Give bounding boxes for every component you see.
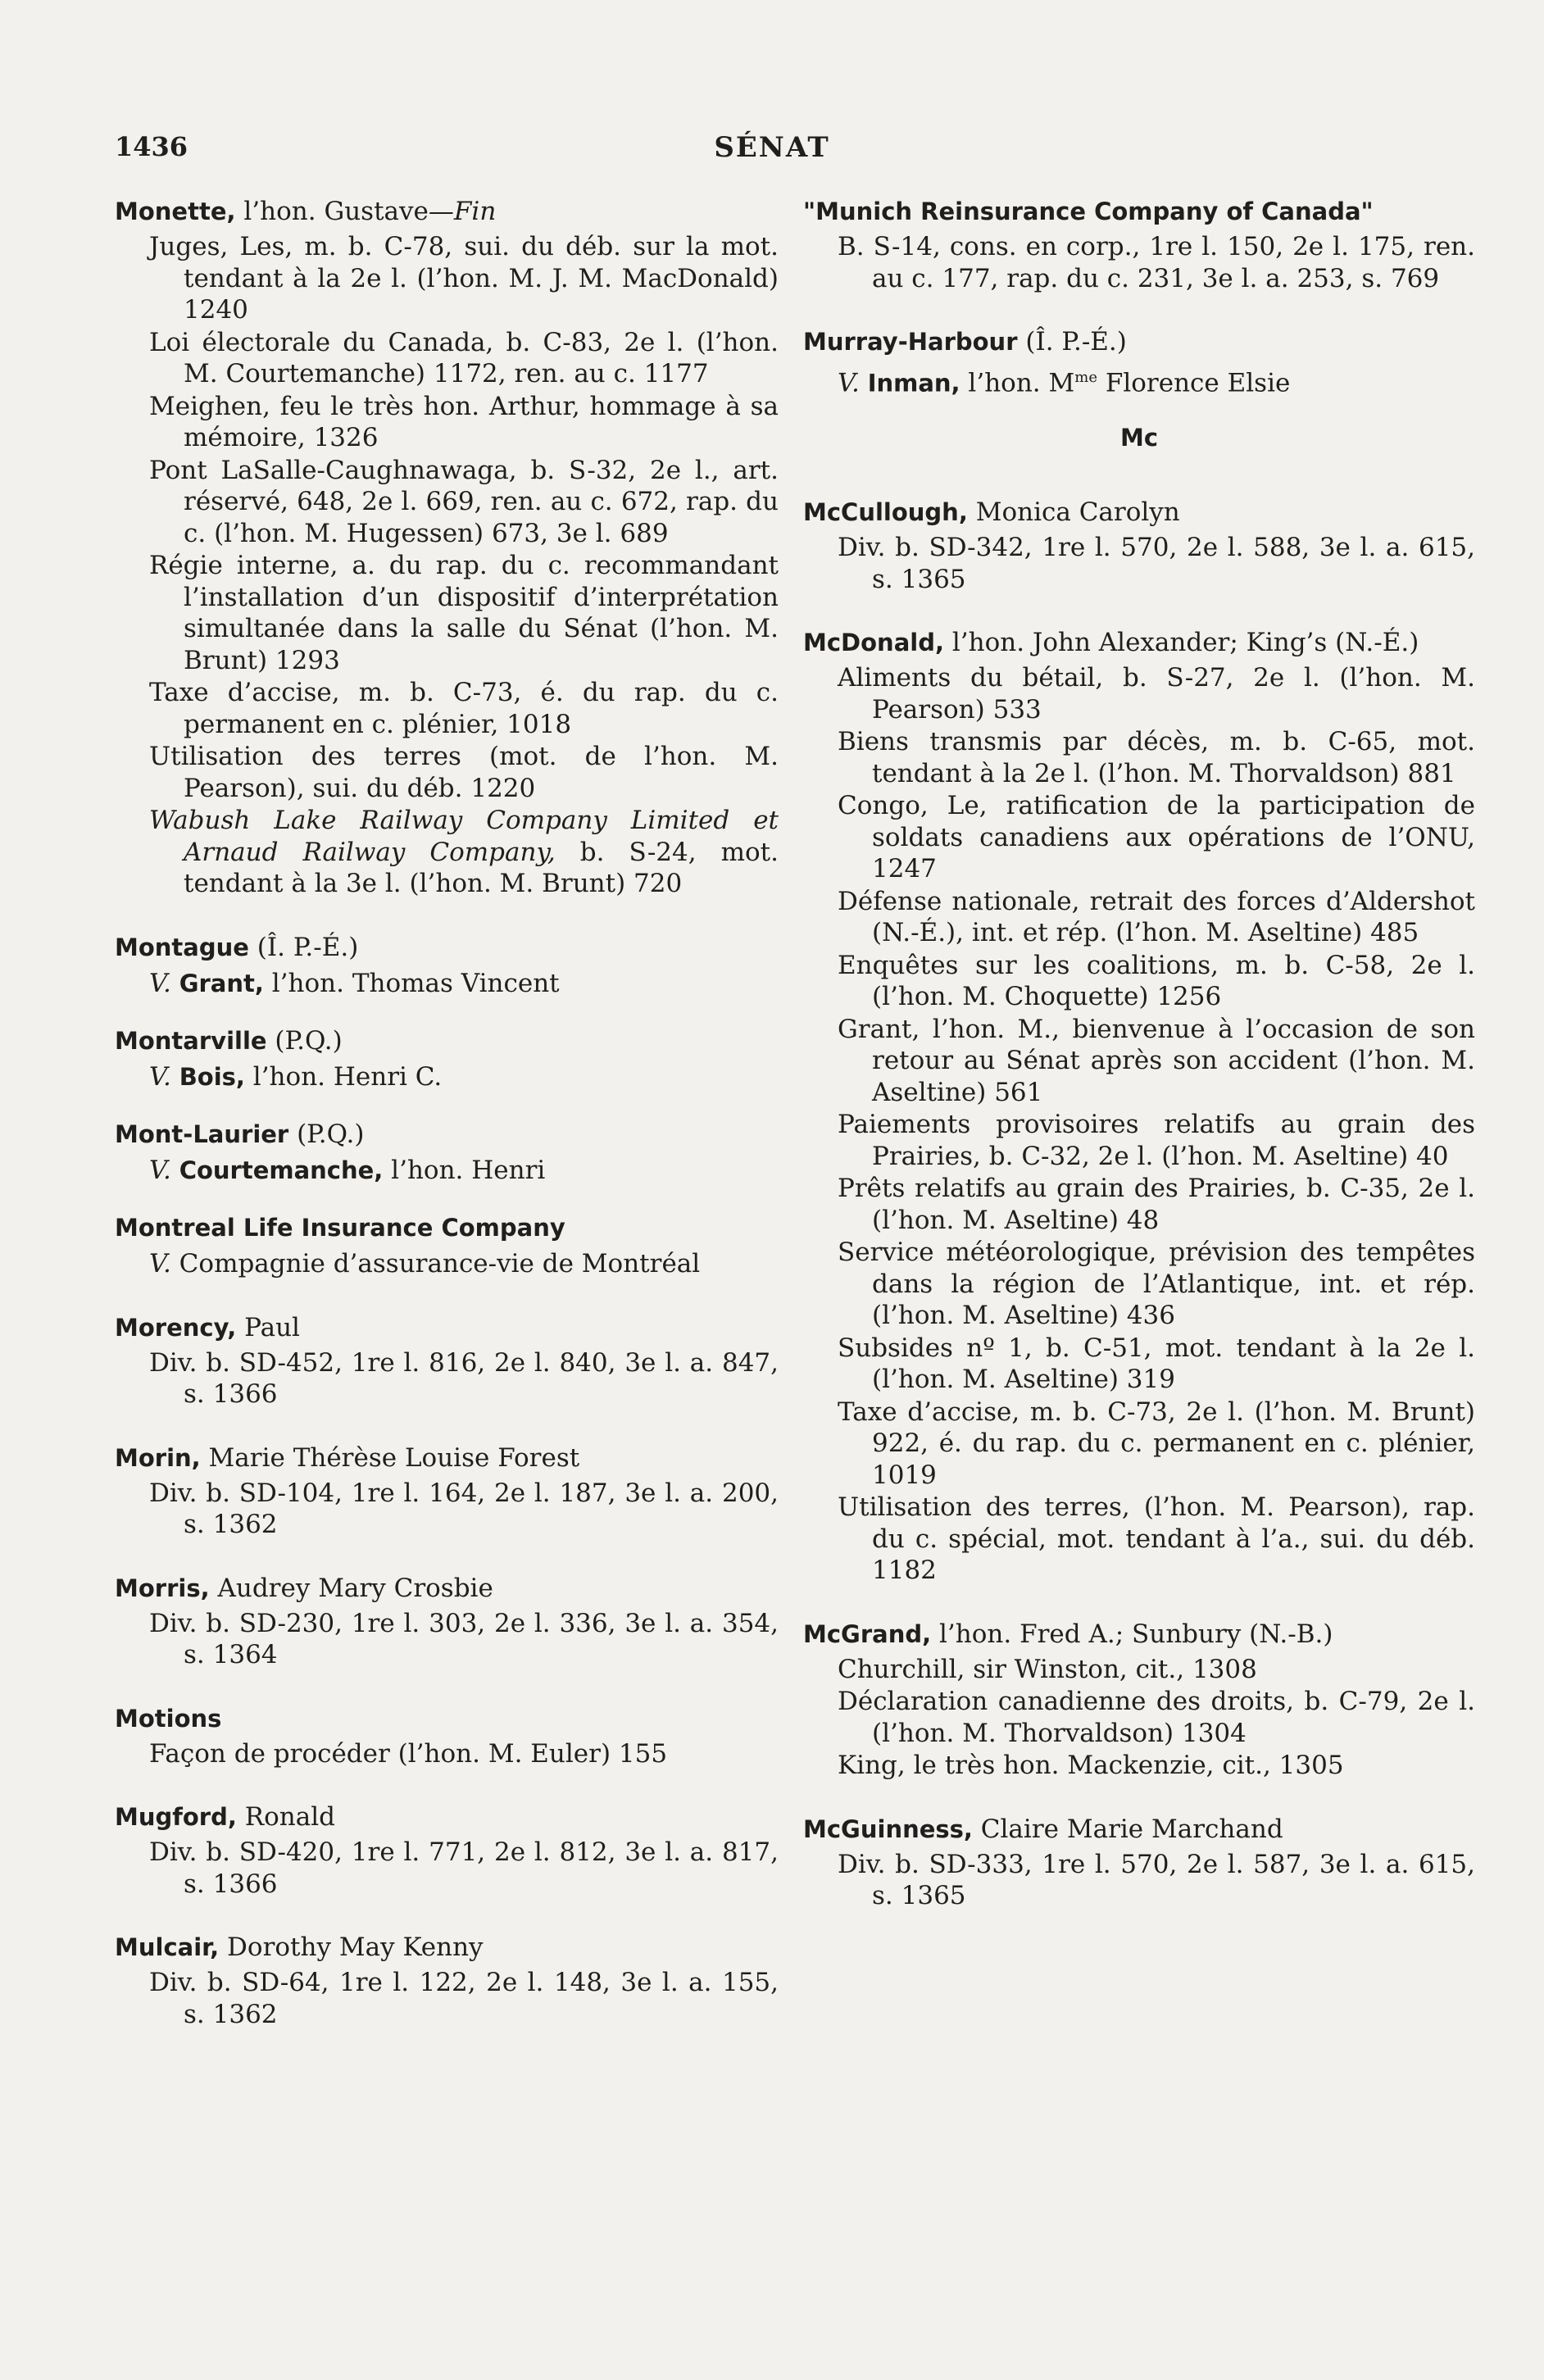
index-entry-murray-harbour — [803, 325, 1475, 399]
entry-heading — [115, 1211, 779, 1244]
see-rest-2: Florence Elsie — [1097, 368, 1291, 398]
left-column — [115, 195, 779, 2061]
subentry: Façon de procéder (l’hon. M. Euler) 155 — [149, 1738, 668, 1769]
subentry-italic-rest: b. S-24, mot. tendant à la 3e l. (l’hon. M. Brunt) 720 — [184, 837, 779, 898]
index-entry-mcguinness — [803, 1813, 1475, 1912]
entry-name: Monette, — [115, 198, 236, 225]
index-entry-morris — [115, 1572, 779, 1671]
subentry: Paiements provisoires relatifs au grain des Prairies, b. C-32, 2e l. (l’hon. M. Aseltine) 40 — [838, 1110, 1475, 1171]
subentry: Div. b. SD-452, 1re l. 816, 2e l. 840, 3e l. a. 847, s. 1366 — [149, 1347, 779, 1409]
entry-name-rest: Marie Thérèse Louise Forest — [200, 1442, 580, 1473]
see-name: Grant, — [179, 969, 264, 997]
entry-name: Mugford, — [115, 1803, 237, 1831]
page-title: SÉNAT — [714, 131, 830, 164]
section-heading-mc: Mc — [1119, 424, 1159, 452]
subentry: Juges, Les, m. b. C-78, sui. du déb. sur la mot. tendant à la 2e l. (l’hon. M. J. M. MacDonald) 1240 — [149, 232, 779, 325]
see-marker: V. — [149, 1061, 171, 1092]
entry-name: Mont-Laurier — [115, 1120, 289, 1148]
subentry: Prêts relatifs au grain des Prairies, b. C-35, 2e l. (l’hon. M. Aseltine) 48 — [838, 1174, 1475, 1235]
entry-name: Montreal Life Insurance Company — [115, 1213, 565, 1242]
entry-name-continuation: Fin — [453, 197, 497, 226]
entry-name: Morency, — [115, 1313, 237, 1342]
entry-name-rest: Monica Carolyn — [967, 497, 1180, 528]
index-entry-mcdonald — [803, 626, 1475, 1587]
subentry: Churchill, sir Winston, cit., 1308 — [838, 1654, 1257, 1684]
entry-name: "Munich Reinsurance Company of Canada" — [803, 198, 1374, 225]
see-superscript: me — [1074, 369, 1097, 386]
subentry: Congo, Le, ratification de la participation de soldats canadiens aux opérations de l’ONU, 1247 — [838, 791, 1475, 884]
subentry: Régie interne, a. du rap. du c. recommandant l’installation d’un dispositif d’interprétation simultanée dans la salle du Sénat (l’hon. M. Brunt) 1293 — [149, 551, 779, 675]
subentry-italic — [115, 805, 779, 900]
index-entry-mugford — [115, 1801, 779, 1900]
entry-name-rest: l’hon. John Alexander; King’s (N.-É.) — [943, 628, 1419, 658]
subentry: Div. b. SD-230, 1re l. 303, 2e l. 336, 3e l. a. 354, s. 1364 — [149, 1608, 779, 1669]
subentry: Utilisation des terres (mot. de l’hon. M. Pearson), sui. du déb. 1220 — [149, 742, 779, 803]
see-reference — [115, 1247, 779, 1280]
entry-heading — [115, 1442, 779, 1474]
see-rest: l’hon. Henri — [383, 1155, 546, 1185]
subentry: Div. b. SD-333, 1re l. 570, 2e l. 587, 3e l. a. 615, s. 1365 — [838, 1849, 1475, 1911]
entry-heading — [803, 496, 1475, 529]
entry-name-rest: Audrey Mary Crosbie — [209, 1573, 493, 1603]
entry-heading — [115, 1118, 779, 1151]
entry-name-rest: Dorothy May Kenny — [219, 1933, 484, 1962]
index-entry-morency — [115, 1311, 779, 1410]
see-reference — [115, 1061, 779, 1093]
entry-heading — [115, 931, 779, 964]
entry-name: McDonald, — [803, 629, 944, 657]
entry-heading — [115, 1931, 779, 1964]
see-rest: l’hon. Henri C. — [244, 1061, 443, 1092]
see-reference — [115, 967, 779, 1000]
subentry: Taxe d’accise, m. b. C-73, 2e l. (l’hon. M. Brunt) 922, é. du rap. du c. permanent en c. plénier, 1019 — [838, 1397, 1475, 1490]
entry-name: Morin, — [115, 1443, 201, 1472]
entry-heading — [115, 195, 779, 228]
see-name: Courtemanche, — [179, 1156, 384, 1184]
entry-name: McCullough, — [803, 498, 968, 527]
entry-heading — [115, 1311, 779, 1344]
index-entry-montreal-life — [115, 1211, 779, 1280]
subentry: Meighen, feu le très hon. Arthur, hommage à sa mémoire, 1326 — [149, 391, 779, 452]
entry-heading — [803, 195, 1475, 228]
subentry: Service météorologique, prévision des tempêtes dans la région de l’Atlantique, int. et rép. (l’hon. M. Aseltine) 436 — [838, 1238, 1475, 1331]
entry-heading — [115, 1702, 779, 1735]
index-entry-mulcair — [115, 1931, 779, 2030]
subentry: Loi électorale du Canada, b. C-83, 2e l. (l’hon. M. Courtemanche) 1172, ren. au c. 1177 — [149, 327, 779, 388]
entry-name: Montarville — [115, 1026, 267, 1055]
right-column — [803, 195, 1475, 1943]
entry-heading — [115, 1572, 779, 1605]
see-rest: Compagnie d’assurance-vie de Montréal — [170, 1248, 701, 1279]
entry-name: McGrand, — [803, 1619, 932, 1648]
entry-name-rest: (Î. P.-É.) — [248, 932, 359, 962]
entry-heading — [803, 1618, 1475, 1651]
subentry: Subsides nº 1, b. C-51, mot. tendant à la 2e l. (l’hon. M. Aseltine) 319 — [838, 1333, 1475, 1395]
index-entry-mccullough — [803, 496, 1475, 595]
page-number: 1436 — [115, 131, 188, 162]
entry-name: Mulcair, — [115, 1933, 220, 1961]
index-entry-montarville — [115, 1024, 779, 1093]
entry-name: Motions — [115, 1704, 222, 1733]
entry-name-rest: (P.Q.) — [266, 1025, 343, 1056]
entry-name: Morris, — [115, 1574, 210, 1602]
see-marker: V. — [149, 968, 171, 998]
subentry: Défense nationale, retrait des forces d’Aldershot (N.-É.), int. et rép. (l’hon. M. Aseltine) 485 — [838, 886, 1475, 948]
entry-name: Montague — [115, 933, 249, 961]
see-reference — [115, 1154, 779, 1187]
index-entry-morin — [115, 1442, 779, 1541]
subentry: King, le très hon. Mackenzie, cit., 1305 — [838, 1751, 1344, 1781]
subentry: Déclaration canadienne des droits, b. C-79, 2e l. (l’hon. M. Thorvaldson) 1304 — [838, 1687, 1475, 1748]
entry-name-rest: Claire Marie Marchand — [972, 1814, 1283, 1844]
entry-heading — [803, 325, 1475, 358]
see-name: Bois, — [179, 1062, 245, 1091]
index-entry-mcgrand — [803, 1618, 1475, 1782]
entry-heading — [115, 1801, 779, 1833]
see-marker: V. — [149, 1248, 171, 1279]
entry-name: Murray-Harbour — [803, 328, 1018, 356]
see-rest: l’hon. Thomas Vincent — [263, 968, 560, 998]
subentry: Div. b. SD-64, 1re l. 122, 2e l. 148, 3e l. a. 155, s. 1362 — [149, 1968, 779, 2029]
index-entry-monette — [115, 195, 779, 900]
entry-name-rest: (Î. P.-É.) — [1017, 327, 1127, 357]
entry-heading — [803, 626, 1475, 659]
entry-heading — [803, 1813, 1475, 1846]
see-rest: l’hon. M — [960, 368, 1075, 398]
subentry: Div. b. SD-104, 1re l. 164, 2e l. 187, 3e l. a. 200, s. 1362 — [149, 1478, 779, 1539]
entry-name-rest: l’hon. Gustave— — [235, 197, 454, 226]
see-marker: V. — [149, 1155, 171, 1185]
subentry: B. S-14, cons. en corp., 1re l. 150, 2e l. 175, ren. au c. 177, rap. du c. 231, 3e l. a. 253, s. 769 — [838, 232, 1475, 293]
index-entry-motions — [115, 1702, 779, 1770]
subentry: Div. b. SD-342, 1re l. 570, 2e l. 588, 3e l. a. 615, s. 1365 — [838, 533, 1475, 594]
subentry: Pont LaSalle-Caughnawaga, b. S-32, 2e l., art. réservé, 648, 2e l. 669, ren. au c. 672, rap. du c. (l’hon. M. Hugessen) 673, 3e l. 689 — [149, 455, 779, 548]
subentry: Taxe d’accise, m. b. C-73, é. du rap. du c. permanent en c. plénier, 1018 — [149, 678, 779, 739]
entry-name: McGuinness, — [803, 1815, 973, 1843]
see-marker: V. — [838, 368, 860, 398]
index-entry-munich — [803, 195, 1475, 294]
entry-name-rest: Paul — [236, 1312, 300, 1342]
subentry: Aliments du bétail, b. S-27, 2e l. (l’hon. M. Pearson) 533 — [838, 663, 1475, 724]
see-reference — [803, 361, 1475, 399]
subentry: Utilisation des terres, (l’hon. M. Pearson), rap. du c. spécial, mot. tendant à l’a., sui. du déb. 1182 — [838, 1492, 1475, 1586]
subentry: Grant, l’hon. M., bienvenue à l’occasion de son retour au Sénat après son accident (l’hon. M. Aseltine) 561 — [838, 1014, 1475, 1107]
entry-name-rest: l’hon. Fred A.; Sunbury (N.-B.) — [931, 1619, 1333, 1649]
entry-name-rest: Ronald — [236, 1802, 335, 1832]
entry-heading — [115, 1024, 779, 1057]
subentry: Div. b. SD-420, 1re l. 771, 2e l. 812, 3e l. a. 817, s. 1366 — [149, 1837, 779, 1899]
subentry: Biens transmis par décès, m. b. C-65, mot. tendant à la 2e l. (l’hon. M. Thorvaldson) 881 — [838, 727, 1475, 788]
subentry: Enquêtes sur les coalitions, m. b. C-58, 2e l. (l’hon. M. Choquette) 1256 — [838, 950, 1475, 1012]
entry-name-rest: (P.Q.) — [288, 1119, 365, 1149]
index-entry-montague — [115, 931, 779, 1000]
see-name: Inman, — [867, 369, 960, 397]
index-entry-mont-laurier — [115, 1118, 779, 1187]
subentry-italic-title: Wabush Lake Railway Company Limited et Arnaud Railway Company, — [149, 806, 779, 867]
